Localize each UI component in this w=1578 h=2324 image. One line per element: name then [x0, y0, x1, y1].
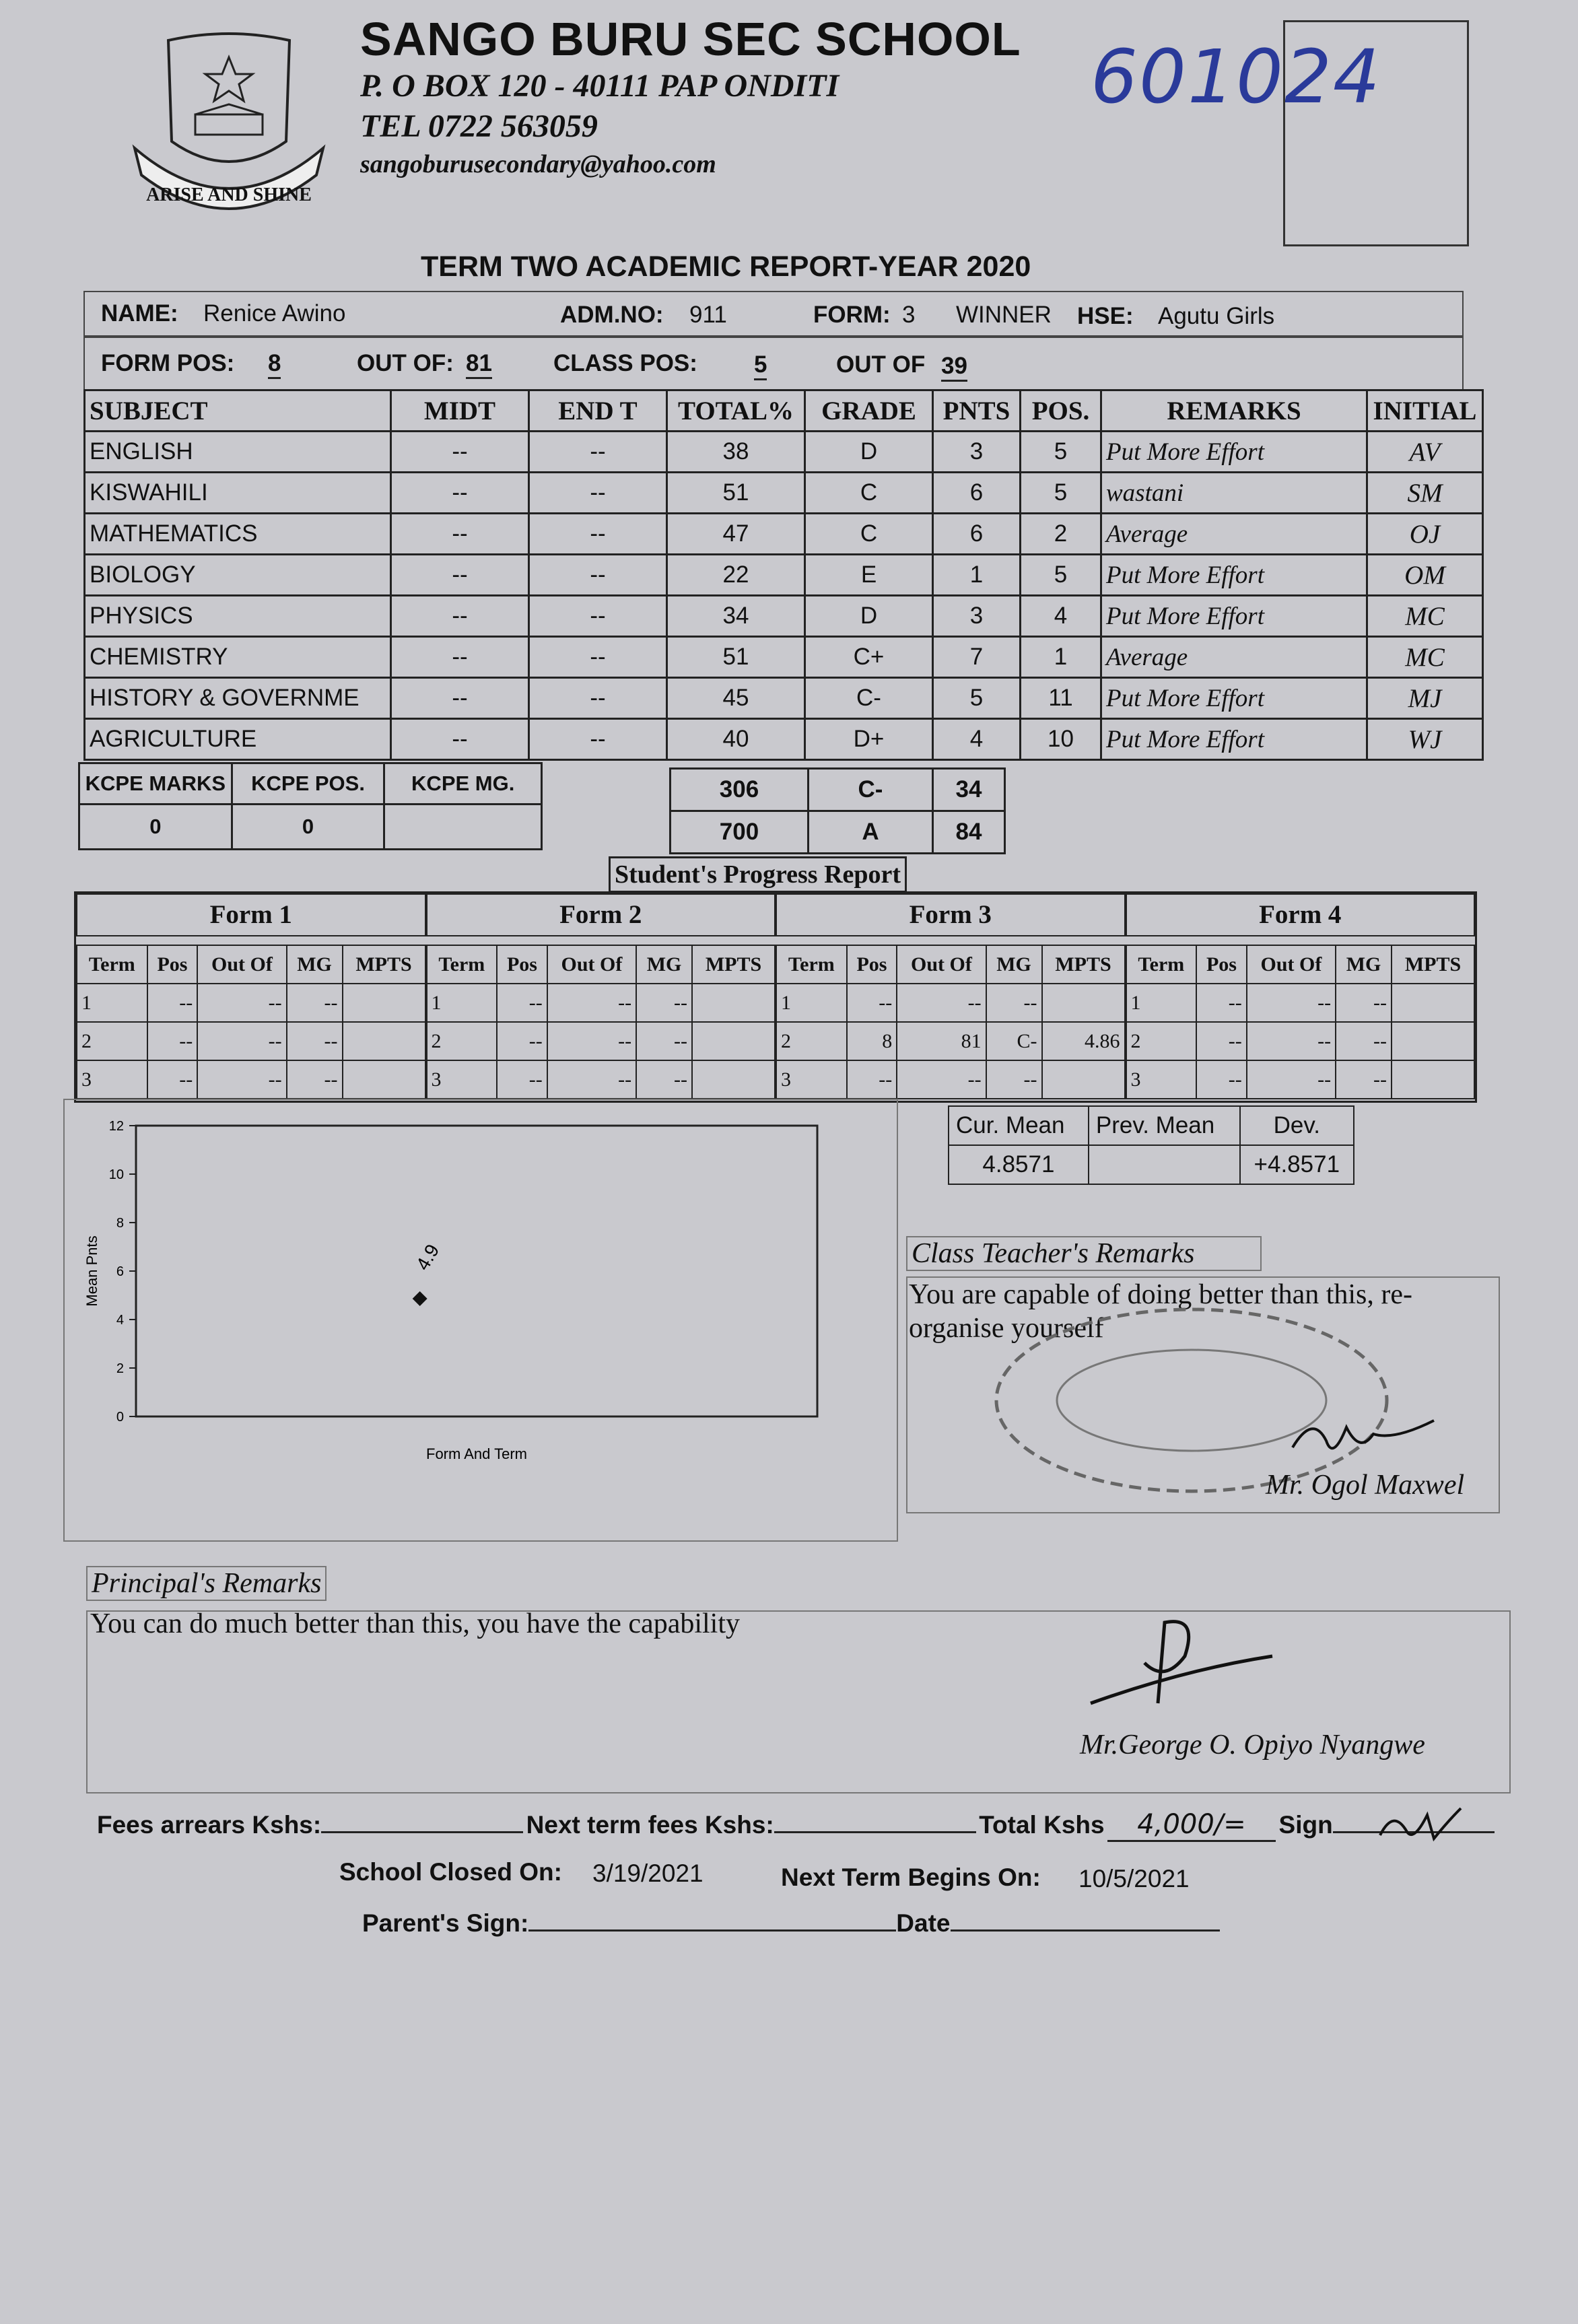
progress-table: [76, 945, 426, 1099]
progress-cell: [343, 1060, 425, 1099]
grade-cell: C+: [805, 637, 933, 678]
kcpe-table: [78, 762, 543, 850]
progress-cell: C-: [986, 1022, 1042, 1060]
total-marks: 306: [671, 769, 809, 811]
initial-cell: MC: [1367, 596, 1483, 637]
marks-header-row: [85, 390, 1483, 432]
pos-cell: 1: [1021, 637, 1101, 678]
cur-mean-value: 4.8571: [949, 1145, 1089, 1184]
pos-cell: 10: [1021, 719, 1101, 760]
out-of-value: 81: [466, 350, 492, 379]
out-of-label: OUT OF:: [357, 350, 454, 376]
parent-sign-row: [362, 1907, 1220, 1938]
report-title: TERM TWO ACADEMIC REPORT-YEAR 2020: [421, 250, 1031, 283]
progress-cell: --: [1247, 1060, 1336, 1099]
total-fees-value: 4,000/=: [1107, 1809, 1276, 1842]
total-cell: 45: [667, 678, 805, 719]
date-line: [951, 1907, 1220, 1932]
progress-cell: --: [1336, 1060, 1392, 1099]
date-label: Date: [896, 1909, 951, 1937]
progress-cell: --: [547, 984, 636, 1022]
chart-y-tick-label: 2: [116, 1361, 124, 1376]
subject-row: [85, 596, 1483, 637]
chart-y-tick-label: 8: [116, 1216, 124, 1231]
progress-col-header: Out Of: [197, 945, 286, 984]
initial-cell: MJ: [1367, 678, 1483, 719]
progress-col-header: Pos: [147, 945, 198, 984]
hse-value: Agutu Girls: [1158, 303, 1275, 329]
sign-label: Sign: [1278, 1811, 1333, 1839]
progress-cell: --: [636, 1022, 692, 1060]
progress-report-title: Student's Progress Report: [609, 856, 907, 893]
progress-cell: --: [287, 1060, 343, 1099]
remarks-cell: Put More Effort: [1101, 719, 1367, 760]
progress-cell: [343, 984, 425, 1022]
progress-cell: --: [986, 984, 1042, 1022]
principal-remarks-title: Principal's Remarks: [86, 1566, 327, 1601]
form-pos-label: FORM POS:: [101, 350, 235, 376]
total-cell: 51: [667, 473, 805, 514]
subject-cell: AGRICULTURE: [85, 719, 391, 760]
pnts-cell: 3: [933, 432, 1021, 473]
progress-col-header: Term: [776, 945, 847, 984]
progress-term-row: [77, 1060, 425, 1099]
progress-cell: 3: [1126, 1060, 1197, 1099]
form-value: 3: [902, 302, 916, 328]
col-pos: POS.: [1021, 390, 1101, 432]
subject-row: [85, 514, 1483, 555]
progress-cell: [692, 1060, 775, 1099]
class-pos-value: 5: [754, 351, 767, 380]
progress-term-row: [1126, 1022, 1475, 1060]
progress-cell: [1392, 1022, 1474, 1060]
progress-cell: --: [147, 1022, 198, 1060]
initial-cell: AV: [1367, 432, 1483, 473]
progress-form-4: [1126, 893, 1476, 1099]
chart-x-label: Form And Term: [426, 1445, 527, 1462]
progress-cell: 3: [776, 1060, 847, 1099]
col-initial: INITIAL: [1367, 390, 1483, 432]
progress-col-header: MG: [1336, 945, 1392, 984]
remarks-cell: Put More Effort: [1101, 555, 1367, 596]
kcpe-marks-label: KCPE MARKS: [79, 763, 232, 805]
progress-cell: --: [197, 1060, 286, 1099]
next-term-fees-label: Next term fees Kshs:: [526, 1811, 774, 1839]
progress-col-header: Pos: [1196, 945, 1247, 984]
progress-term-row: [77, 984, 425, 1022]
progress-cell: 1: [427, 984, 498, 1022]
fees-arrears-label: Fees arrears Kshs:: [97, 1811, 322, 1839]
grade-cell: C: [805, 514, 933, 555]
progress-cell: --: [897, 1060, 986, 1099]
progress-col-header: MG: [636, 945, 692, 984]
progress-term-row: [1126, 1060, 1475, 1099]
progress-col-header: Term: [427, 945, 498, 984]
subject-row: [85, 473, 1483, 514]
progress-cell: 1: [1126, 984, 1197, 1022]
progress-cell: 8: [847, 1022, 897, 1060]
progress-form-2: [426, 893, 776, 1099]
kcpe-marks-value: 0: [79, 805, 232, 850]
progress-form-label: Form 2: [426, 893, 776, 936]
progress-cell: --: [547, 1022, 636, 1060]
progress-cell: [343, 1022, 425, 1060]
progress-term-row: [776, 984, 1125, 1022]
kcpe-pos-label: KCPE POS.: [232, 763, 384, 805]
progress-cell: --: [1336, 984, 1392, 1022]
school-email: sangoburusecondary@yahoo.com: [360, 150, 716, 178]
progress-cell: --: [497, 984, 547, 1022]
total-cell: 38: [667, 432, 805, 473]
progress-cell: 4.86: [1042, 1022, 1125, 1060]
class-teacher-name: Mr. Ogol Maxwel: [1266, 1470, 1465, 1501]
total-cell: 47: [667, 514, 805, 555]
midt-cell: --: [391, 637, 529, 678]
max-grade: A: [809, 811, 933, 854]
initial-cell: WJ: [1367, 719, 1483, 760]
progress-form-label: Form 1: [76, 893, 426, 936]
chart-y-label: Mean Pnts: [83, 1235, 100, 1307]
subject-cell: ENGLISH: [85, 432, 391, 473]
pos-cell: 5: [1021, 473, 1101, 514]
progress-cell: --: [547, 1060, 636, 1099]
col-midt: MIDT: [391, 390, 529, 432]
progress-table: [426, 945, 776, 1099]
remarks-cell: wastani: [1101, 473, 1367, 514]
progress-col-header: Pos: [847, 945, 897, 984]
midt-cell: --: [391, 555, 529, 596]
grade-cell: E: [805, 555, 933, 596]
pnts-cell: 3: [933, 596, 1021, 637]
total-cell: 22: [667, 555, 805, 596]
progress-cell: [1042, 984, 1125, 1022]
remarks-cell: Put More Effort: [1101, 678, 1367, 719]
next-term-begins-value: 10/5/2021: [1078, 1865, 1190, 1892]
col-endt: END T: [529, 390, 667, 432]
progress-cell: [692, 1022, 775, 1060]
progress-cell: --: [287, 1022, 343, 1060]
endt-cell: --: [529, 678, 667, 719]
progress-form-label: Form 3: [776, 893, 1126, 936]
total-grade: C-: [809, 769, 933, 811]
subject-row: [85, 555, 1483, 596]
progress-cell: --: [1247, 1022, 1336, 1060]
total-cell: 40: [667, 719, 805, 760]
progress-term-row: [427, 1060, 776, 1099]
principal-remarks-text: You can do much better than this, you have the capability: [90, 1608, 741, 1639]
progress-cell: --: [497, 1022, 547, 1060]
pos-cell: 5: [1021, 432, 1101, 473]
max-points: 84: [933, 811, 1005, 854]
remarks-cell: Average: [1101, 514, 1367, 555]
progress-cell: --: [1196, 984, 1247, 1022]
mean-points-chart: [63, 1099, 895, 1539]
stream-value: WINNER: [956, 302, 1052, 328]
progress-cell: --: [636, 984, 692, 1022]
remarks-cell: Average: [1101, 637, 1367, 678]
initial-cell: OJ: [1367, 514, 1483, 555]
principal-signature: [1084, 1609, 1279, 1710]
subject-cell: BIOLOGY: [85, 555, 391, 596]
adm-label: ADM.NO:: [560, 302, 664, 328]
totals-table: [669, 767, 1006, 854]
school-closed-value: 3/19/2021: [592, 1859, 704, 1887]
marks-table: [83, 389, 1484, 761]
progress-col-header: MG: [986, 945, 1042, 984]
col-pnts: PNTS: [933, 390, 1021, 432]
remarks-cell: Put More Effort: [1101, 432, 1367, 473]
pos-cell: 5: [1021, 555, 1101, 596]
total-cell: 51: [667, 637, 805, 678]
progress-col-header: Out Of: [547, 945, 636, 984]
parent-sign-label: Parent's Sign:: [362, 1909, 529, 1937]
endt-cell: --: [529, 473, 667, 514]
col-total: TOTAL%: [667, 390, 805, 432]
school-closed-row: [339, 1858, 562, 1886]
progress-col-header: Out Of: [1247, 945, 1336, 984]
progress-cell: 2: [77, 1022, 147, 1060]
progress-cell: [692, 984, 775, 1022]
progress-cell: --: [147, 984, 198, 1022]
progress-col-header: Term: [77, 945, 147, 984]
student-name: Renice Awino: [203, 300, 346, 327]
midt-cell: --: [391, 596, 529, 637]
progress-term-row: [776, 1022, 1125, 1060]
total-cell: 34: [667, 596, 805, 637]
progress-col-header: MPTS: [1042, 945, 1125, 984]
progress-cell: 2: [427, 1022, 498, 1060]
initial-cell: MC: [1367, 637, 1483, 678]
progress-cell: --: [1336, 1022, 1392, 1060]
progress-cell: 2: [776, 1022, 847, 1060]
pnts-cell: 4: [933, 719, 1021, 760]
endt-cell: --: [529, 555, 667, 596]
progress-col-header: Pos: [497, 945, 547, 984]
midt-cell: --: [391, 678, 529, 719]
progress-col-header: MPTS: [343, 945, 425, 984]
progress-cell: --: [636, 1060, 692, 1099]
progress-cell: 81: [897, 1022, 986, 1060]
progress-col-header: MPTS: [1392, 945, 1474, 984]
fees-row: [97, 1808, 1511, 1849]
subject-row: [85, 719, 1483, 760]
grade-cell: D: [805, 432, 933, 473]
dev-label: Dev.: [1240, 1106, 1354, 1145]
endt-cell: --: [529, 596, 667, 637]
progress-cell: 3: [427, 1060, 498, 1099]
photo-box: [1283, 20, 1469, 246]
progress-form-1: [76, 893, 426, 1099]
progress-cell: --: [986, 1060, 1042, 1099]
class-out-of-value: 39: [941, 353, 967, 382]
progress-cell: 1: [776, 984, 847, 1022]
school-address: P. O BOX 120 - 40111 PAP ONDITI: [360, 68, 839, 104]
pnts-cell: 6: [933, 514, 1021, 555]
school-tel: TEL 0722 563059: [360, 108, 598, 144]
position-info-row: [83, 337, 1464, 390]
progress-cell: --: [847, 1060, 897, 1099]
kcpe-mg-value: [384, 805, 542, 850]
subject-row: [85, 637, 1483, 678]
chart-data-label: 4.9: [412, 1240, 444, 1274]
total-label: Total Kshs: [979, 1811, 1105, 1839]
crest-motto: ARISE AND SHINE: [146, 184, 312, 205]
progress-cell: --: [1196, 1060, 1247, 1099]
progress-cell: 3: [77, 1060, 147, 1099]
midt-cell: --: [391, 514, 529, 555]
hse-label: HSE:: [1077, 303, 1134, 329]
midt-cell: --: [391, 432, 529, 473]
progress-col-header: Term: [1126, 945, 1197, 984]
form-label: FORM:: [813, 302, 891, 328]
school-crest-logo: [128, 27, 330, 229]
col-subject: SUBJECT: [85, 390, 391, 432]
progress-cell: --: [147, 1060, 198, 1099]
max-marks: 700: [671, 811, 809, 854]
form-pos-value: 8: [268, 350, 281, 379]
progress-table: [776, 945, 1126, 1099]
col-remarks: REMARKS: [1101, 390, 1367, 432]
progress-cell: [1042, 1060, 1125, 1099]
progress-cell: --: [497, 1060, 547, 1099]
pos-cell: 4: [1021, 596, 1101, 637]
chart-data-point: [413, 1291, 427, 1306]
next-term-begins-label: Next Term Begins On:: [781, 1864, 1041, 1891]
chart-y-tick-label: 4: [116, 1313, 124, 1328]
fees-sign-scribble: [1373, 1802, 1468, 1849]
grade-cell: C: [805, 473, 933, 514]
prev-mean-value: [1089, 1145, 1240, 1184]
progress-col-header: MG: [287, 945, 343, 984]
subject-cell: CHEMISTRY: [85, 637, 391, 678]
student-info-row: [83, 291, 1464, 337]
progress-col-header: MPTS: [692, 945, 775, 984]
pnts-cell: 5: [933, 678, 1021, 719]
progress-term-row: [427, 1022, 776, 1060]
endt-cell: --: [529, 432, 667, 473]
pos-cell: 2: [1021, 514, 1101, 555]
grade-cell: C-: [805, 678, 933, 719]
progress-table: [1126, 945, 1476, 1099]
progress-cell: --: [287, 984, 343, 1022]
total-points: 34: [933, 769, 1005, 811]
progress-cell: --: [847, 984, 897, 1022]
col-grade: GRADE: [805, 390, 933, 432]
prev-mean-label: Prev. Mean: [1089, 1106, 1240, 1145]
chart-y-tick-label: 10: [108, 1167, 124, 1182]
chart-y-tick-label: 12: [108, 1119, 124, 1134]
chart-plot-area: [136, 1126, 817, 1416]
midt-cell: --: [391, 719, 529, 760]
subject-cell: PHYSICS: [85, 596, 391, 637]
progress-form-label: Form 4: [1126, 893, 1476, 936]
cur-mean-label: Cur. Mean: [949, 1106, 1089, 1145]
subject-cell: MATHEMATICS: [85, 514, 391, 555]
grade-cell: D+: [805, 719, 933, 760]
progress-cell: --: [1247, 984, 1336, 1022]
subject-cell: HISTORY & GOVERNME: [85, 678, 391, 719]
endt-cell: --: [529, 514, 667, 555]
progress-form-3: [776, 893, 1126, 1099]
subject-row: [85, 678, 1483, 719]
progress-term-row: [427, 984, 776, 1022]
class-teacher-signature: [1286, 1407, 1441, 1468]
parent-sign-line: [528, 1907, 896, 1932]
class-teacher-remarks-title: Class Teacher's Remarks: [906, 1236, 1262, 1271]
chart-y-tick-label: 6: [116, 1264, 124, 1279]
progress-cell: --: [197, 1022, 286, 1060]
class-teacher-remarks-text: You are capable of doing better than this, re-organise yourself: [909, 1279, 1413, 1344]
grade-cell: D: [805, 596, 933, 637]
progress-term-row: [776, 1060, 1125, 1099]
dev-value: +4.8571: [1240, 1145, 1354, 1184]
kcpe-mg-label: KCPE MG.: [384, 763, 542, 805]
progress-cell: [1392, 984, 1474, 1022]
means-table: [948, 1105, 1354, 1185]
progress-cell: --: [197, 984, 286, 1022]
name-label: NAME:: [101, 300, 178, 327]
principal-name: Mr.George O. Opiyo Nyangwe: [1080, 1730, 1425, 1761]
subject-cell: KISWAHILI: [85, 473, 391, 514]
subject-row: [85, 432, 1483, 473]
school-closed-label: School Closed On:: [339, 1858, 562, 1886]
progress-cell: 1: [77, 984, 147, 1022]
progress-cell: 2: [1126, 1022, 1197, 1060]
progress-cell: [1392, 1060, 1474, 1099]
initial-cell: OM: [1367, 555, 1483, 596]
progress-term-row: [77, 1022, 425, 1060]
school-name: SANGO BURU SEC SCHOOL: [360, 13, 1021, 65]
endt-cell: --: [529, 637, 667, 678]
initial-cell: SM: [1367, 473, 1483, 514]
handwritten-serial-number: 601024: [1091, 34, 1381, 120]
midt-cell: --: [391, 473, 529, 514]
pnts-cell: 6: [933, 473, 1021, 514]
pos-cell: 11: [1021, 678, 1101, 719]
chart-y-tick-label: 0: [116, 1410, 124, 1425]
fees-arrears-line: [321, 1808, 523, 1833]
adm-number: 911: [689, 302, 727, 328]
remarks-cell: Put More Effort: [1101, 596, 1367, 637]
endt-cell: --: [529, 719, 667, 760]
progress-cell: --: [897, 984, 986, 1022]
class-out-of-label: OUT OF: [836, 351, 926, 378]
pnts-cell: 7: [933, 637, 1021, 678]
progress-cell: --: [1196, 1022, 1247, 1060]
progress-col-header: Out Of: [897, 945, 986, 984]
progress-term-row: [1126, 984, 1475, 1022]
kcpe-pos-value: 0: [232, 805, 384, 850]
pnts-cell: 1: [933, 555, 1021, 596]
progress-report: [74, 891, 1477, 1103]
class-pos-label: CLASS POS:: [553, 350, 697, 376]
next-term-fees-line: [774, 1808, 976, 1833]
